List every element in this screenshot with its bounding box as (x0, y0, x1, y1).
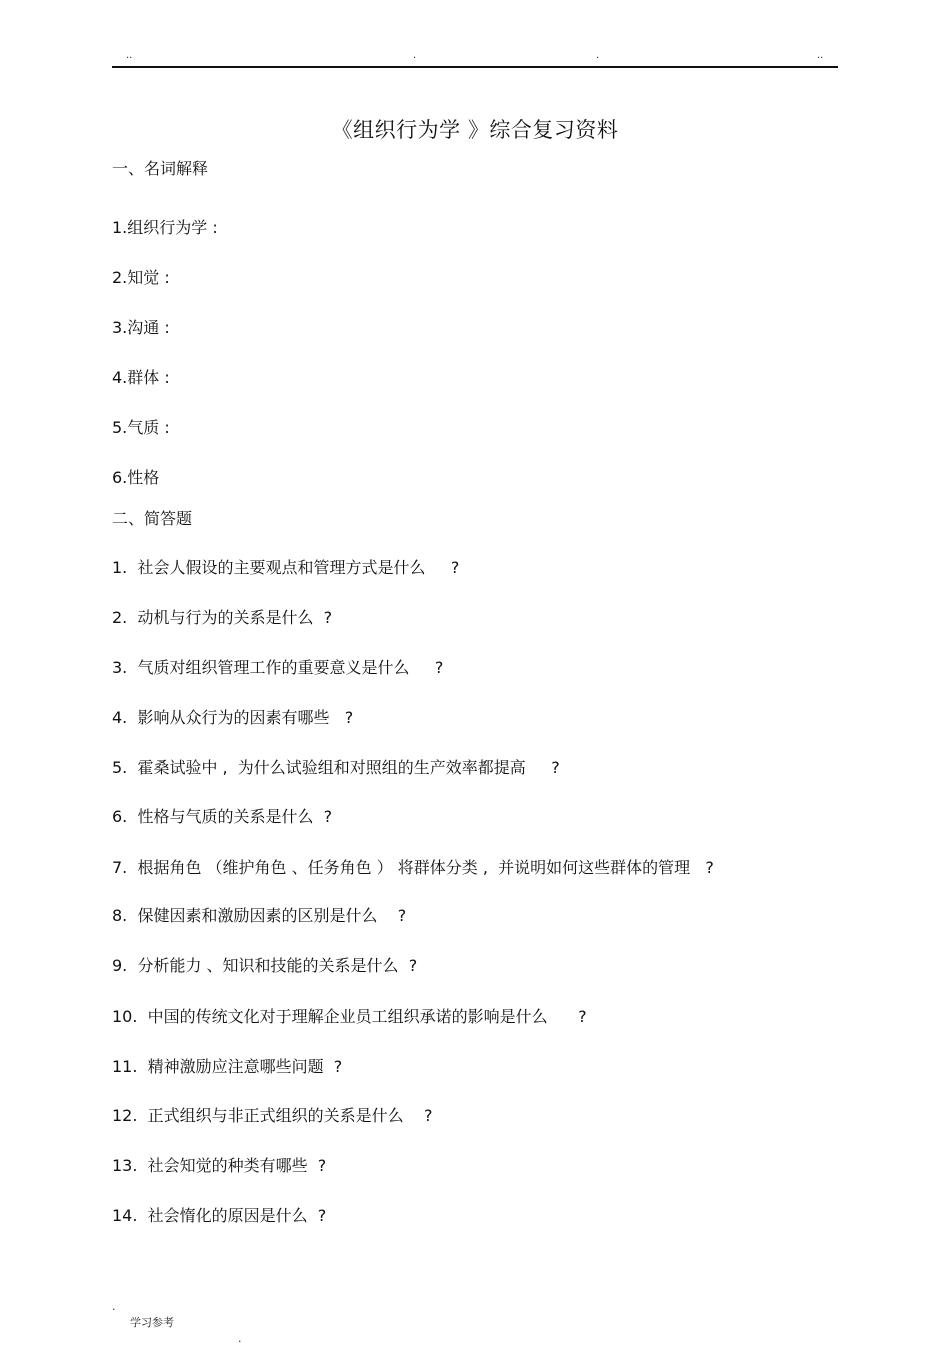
header-mark: .. (817, 50, 824, 61)
header-marks (112, 50, 838, 64)
definition-item: 3.沟通 : (112, 318, 170, 337)
definition-item: 1.组织行为学 : (112, 218, 218, 237)
question-item: 1. 社会人假设的主要观点和管理方式是什么 ? (112, 558, 460, 577)
question-item: 10. 中国的传统文化对于理解企业员工组织承诺的影响是什么 ? (112, 1007, 587, 1026)
question-item: 13. 社会知觉的种类有哪些 ? (112, 1156, 327, 1175)
header-rule (112, 66, 838, 68)
section-heading-short-answer: 二、简答题 (112, 509, 193, 528)
header-mark: . (413, 50, 417, 61)
question-item: 3. 气质对组织管理工作的重要意义是什么 ? (112, 658, 444, 677)
question-item: 9. 分析能力 、知识和技能的关系是什么 ? (112, 956, 418, 975)
question-item: 14. 社会惰化的原因是什么 ? (112, 1206, 327, 1225)
section-heading-definitions: 一、名词解释 (112, 159, 209, 178)
definition-item: 2.知觉 : (112, 268, 170, 287)
question-item: 6. 性格与气质的关系是什么 ? (112, 807, 333, 826)
footer-dot: . (238, 1332, 242, 1345)
document-title: 《组织行为学 》综合复习资料 (331, 118, 619, 142)
definition-item: 5.气质 : (112, 418, 170, 437)
footer-label: 学习参考 (130, 1316, 174, 1329)
question-item: 4. 影响从众行为的因素有哪些 ? (112, 708, 354, 727)
question-item: 5. 霍桑试验中 , 为什么试验组和对照组的生产效率都提高 ? (112, 758, 560, 777)
question-item: 11. 精神激励应注意哪些问题 ? (112, 1057, 343, 1076)
definition-item: 6.性格 (112, 468, 160, 487)
question-item: 2. 动机与行为的关系是什么 ? (112, 608, 333, 627)
header-mark: . (596, 50, 600, 61)
page-footer (112, 1283, 242, 1347)
question-item: 12. 正式组织与非正式组织的关系是什么 ? (112, 1106, 433, 1125)
question-item: 7. 根据角色 （维护角色 、任务角色 ） 将群体分类 , 并说明如何这些群体的管理 ? (112, 858, 714, 877)
header-mark: .. (126, 50, 133, 61)
question-item: 8. 保健因素和激励因素的区别是什么 ? (112, 906, 407, 925)
definition-item: 4.群体 : (112, 368, 170, 387)
footer-dot: . (112, 1300, 116, 1313)
